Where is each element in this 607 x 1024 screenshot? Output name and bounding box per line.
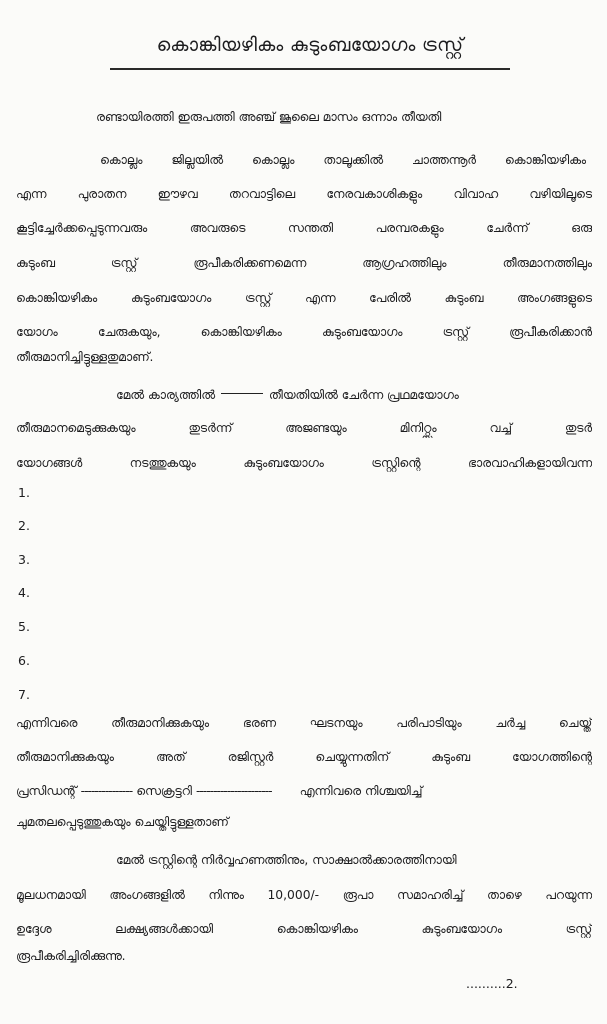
para4-line3: ഉദ്ദേശ ലക്ഷ്യങ്ങൾക്കായി കൊങ്കിയഴികം കുടുംബയോഗം ട്രസ്റ്റ് bbox=[16, 922, 592, 936]
para1-line8: തീരുമാനിച്ചിട്ടുള്ളതുമാണ്. bbox=[16, 350, 154, 364]
para3-line3-end: എന്നിവരെ നിശ്ചയിച്ച് bbox=[299, 784, 423, 798]
para4-line4: രൂപീകരിച്ചിരിക്കുന്നു. bbox=[16, 949, 126, 963]
list-item: 1. bbox=[18, 485, 30, 500]
list-item: 5. bbox=[18, 619, 30, 634]
para2-line2: തീരുമാനമെടുക്കുകയും തുടർന്ന് അജണ്ടയും മിനിറ്റ്സും വച്ച് തുടർ bbox=[16, 421, 592, 435]
para3-line4: ചുമതലപ്പെടുത്തുകയും ചെയ്തിട്ടുള്ളതാണ് bbox=[16, 815, 229, 829]
document-title: കൊങ്കിയഴികം കുടുംബയോഗം ട്രസ്റ്റ് bbox=[156, 34, 464, 56]
para1-line2: കൊല്ലം ജില്ലയിൽ കൊല്ലം താലൂക്കിൽ ചാത്തന്നൂർ കൊങ്കിയഴികം bbox=[100, 153, 586, 167]
para3-line3 bbox=[16, 781, 592, 801]
para4-line1: മേൽ ട്രസ്റ്റിന്റെ നിർവ്വഹണത്തിനും, സാക്ഷാൽക്കാരത്തിനായി bbox=[116, 853, 457, 867]
title-underline bbox=[110, 68, 510, 70]
para1-line6: കൊങ്കിയഴികം കുടുംബയോഗം ട്രസ്റ്റ് എന്ന പേരിൽ കുടുംബ അംഗങ്ങളുടെ bbox=[16, 291, 592, 305]
para2-line1-start: മേൽ കാര്യത്തിൽ bbox=[116, 388, 215, 402]
list-item: 2. bbox=[18, 518, 30, 533]
para1-line3: എന്ന പുരാതന ഈഴവ തറവാട്ടിലെ നേരവകാശികളും വിവാഹ വഴിയിലൂടെ bbox=[16, 187, 592, 201]
list-item: 6. bbox=[18, 653, 30, 668]
president-blank: --------------- bbox=[80, 784, 133, 798]
para4-line2: മൂലധനമായി അംഗങ്ങളിൽ നിന്നും 10,000/- രൂപാ സമാഹരിച്ച് താഴെ പറയുന്ന bbox=[16, 888, 592, 902]
list-item: 4. bbox=[18, 585, 30, 600]
para1-line1: രണ്ടായിരത്തി ഇരുപത്തി അഞ്ച് ജൂലൈ മാസം ഒന്നാം തീയതി bbox=[96, 110, 442, 124]
para2-line3: യോഗങ്ങൾ നടത്തുകയും കുടുംബയോഗം ട്രസ്റ്റിന്റെ ഭാരവാഹികളായിവന്ന bbox=[16, 456, 592, 470]
para1-line4: കൂട്ടിച്ചേർക്കപ്പെടുന്നവരും അവരുടെ സന്തതി പരമ്പരകളും ചേർന്ന് ഒരു bbox=[16, 221, 592, 235]
para2-line1 bbox=[116, 385, 592, 405]
secretary-label: സെക്രട്ടറി bbox=[136, 784, 192, 798]
para1-line5: കുടുംബ ട്രസ്റ്റ് രൂപീകരിക്കണമെന്ന ആഗ്രഹത്തിലും തീരുമാനത്തിലും bbox=[16, 256, 592, 270]
para2-line1-end: തീയതിയിൽ ചേർന്ന പ്രഥമയോഗം bbox=[268, 388, 459, 402]
para1-line7: യോഗം ചേരുകയും, കൊങ്കിയഴികം കുടുംബയോഗം ട്രസ്റ്റ് രൂപീകരിക്കാൻ bbox=[16, 325, 592, 339]
date-blank-line bbox=[221, 393, 263, 394]
list-item: 7. bbox=[18, 687, 30, 702]
page-continuation-number: ..........2. bbox=[466, 976, 518, 991]
para3-line2: തീരുമാനിക്കുകയും അത് രജിസ്റ്റർ ചെയ്യുന്നതിന് കുടുംബ യോഗത്തിന്റെ bbox=[16, 750, 592, 764]
list-item: 3. bbox=[18, 552, 30, 567]
secretary-blank: ---------------------- bbox=[195, 784, 272, 798]
president-label: പ്രസിഡന്റ് bbox=[16, 784, 77, 798]
para3-line1: എന്നിവരെ തീരുമാനിക്കുകയും ഭരണ ഘടനയും പരിപാടിയും ചർച്ച ചെയ്ത് bbox=[16, 716, 592, 730]
